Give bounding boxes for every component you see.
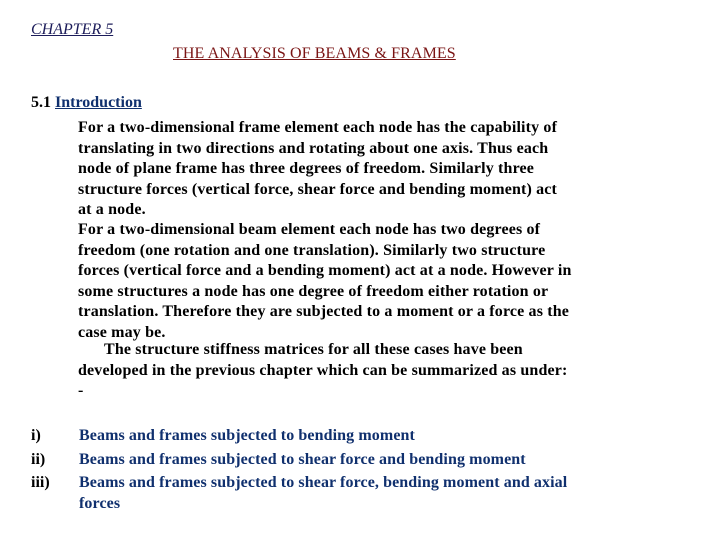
paragraph-line: For a two-dimensional frame element each node has the capability of [78,119,558,136]
list-number: iii) [31,474,50,491]
paragraph-line: structure forces (vertical force, shear force and bending moment) act [78,180,557,198]
paragraph-line: developed in the previous chapter which can be summarized as under: [78,361,568,379]
paragraph-beam-element [78,220,572,343]
paragraph-line: For a two-dimensional beam element each node has two degrees of [78,221,541,238]
list-text-continuation: forces [79,494,121,512]
list-text-line: Beams and frames subjected to shear force, bending moment and axial [79,474,568,491]
paragraph-frame-element [78,118,557,221]
paragraph-line: some structures a node has one degree of freedom either rotation or [78,282,549,300]
paragraph-line: case may be. [78,323,166,341]
paragraph-line: node of plane frame has three degrees of freedom. Similarly three [78,160,535,177]
paragraph-line: - [78,382,84,399]
list-number: ii) [31,450,46,468]
section-heading: Introduction [55,94,142,111]
list-number: i) [31,427,41,444]
list-text: Beams and frames subjected to bending moment [79,427,415,444]
paragraph-line: forces (vertical force and a bending moment) act at a node. However in [78,262,572,279]
paragraph-line: at a node. [78,201,146,218]
section-header [31,94,142,112]
paragraph-line: translating in two directions and rotating about one axis. Thus each [78,139,549,157]
page-title: THE ANALYSIS OF BEAMS & FRAMES [173,45,456,62]
list-text: Beams and frames subjected to shear force and bending moment [79,450,526,468]
chapter-label: CHAPTER 5 [31,21,114,38]
paragraph-line: freedom (one rotation and one translation). Similarly two structure [78,241,546,259]
section-number: 5.1 [31,94,51,111]
paragraph-line: translation. Therefore they are subjected to a moment or a force as the [78,303,570,320]
paragraph-stiffness-matrices [78,340,567,402]
list-text [79,471,567,513]
paragraph-line: The structure stiffness matrices for all these cases have been [104,341,523,358]
